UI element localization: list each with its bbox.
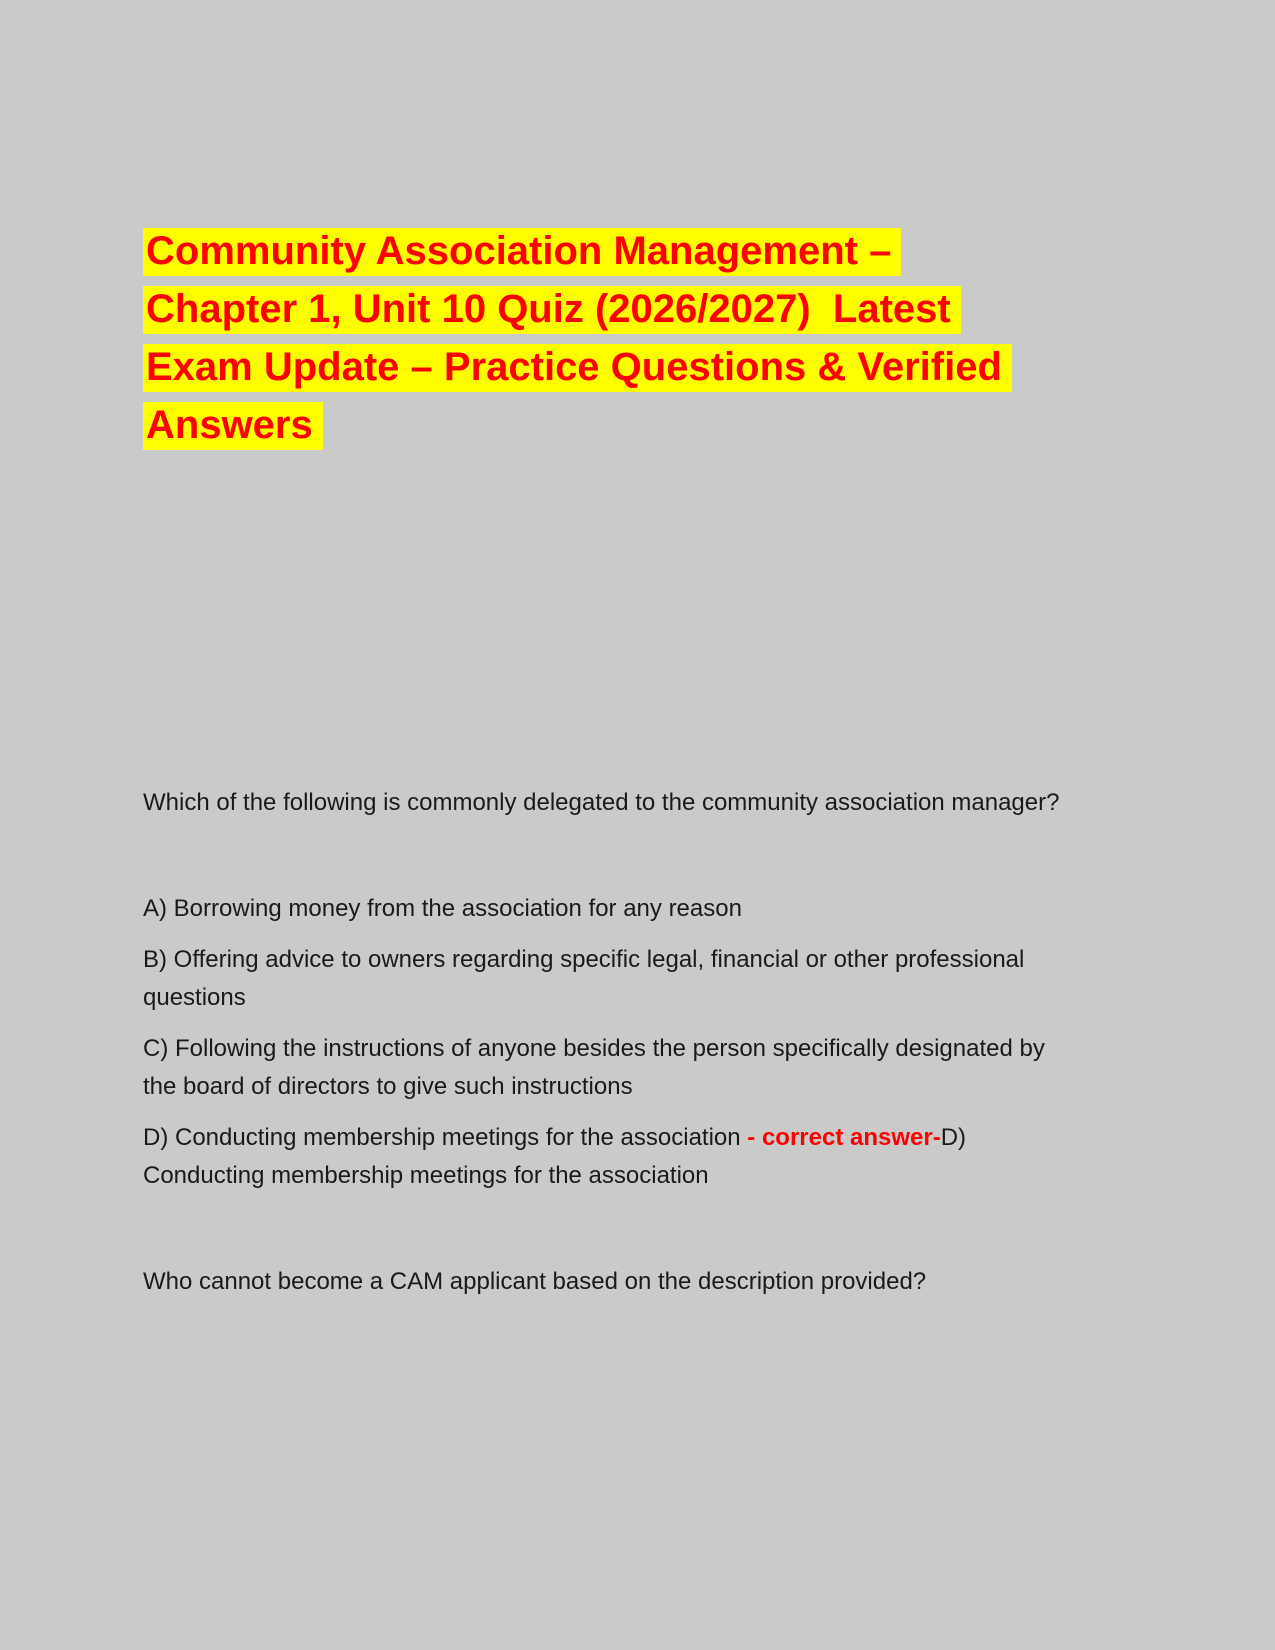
title-line-1-text: Community Association Management – [143,228,901,276]
title-line-1 [143,222,901,280]
option-c: C) Following the instructions of anyone besides the person specifically designated by the board of directors to give such instructions [143,1035,1052,1100]
option-d [143,1119,1070,1195]
question-2: Who cannot become a CAM applicant based on the description provided? [143,1268,927,1295]
document-title [143,222,1070,454]
option-b: B) Offering advice to owners regarding specific legal, financial or other professional questions [143,946,1032,1011]
title-line-4-text: Answers [143,402,323,450]
question-1: Which of the following is commonly delegated to the community association manager? [143,789,1060,816]
title-line-2 [143,280,961,338]
title-line-2-text: Chapter 1, Unit 10 Quiz (2026/2027) Latest [143,286,961,334]
correct-answer-marker: - correct answer- [747,1124,941,1151]
title-line-3 [143,338,1012,396]
title-line-3-text: Exam Update – Practice Questions & Verified [143,344,1012,392]
title-line-4 [143,396,323,454]
option-d-text: D) Conducting membership meetings for the association [143,1124,748,1151]
option-a: A) Borrowing money from the association for any reason [143,895,742,922]
option-d-answer-text: D) Conducting membership meetings for the association [143,1124,973,1189]
